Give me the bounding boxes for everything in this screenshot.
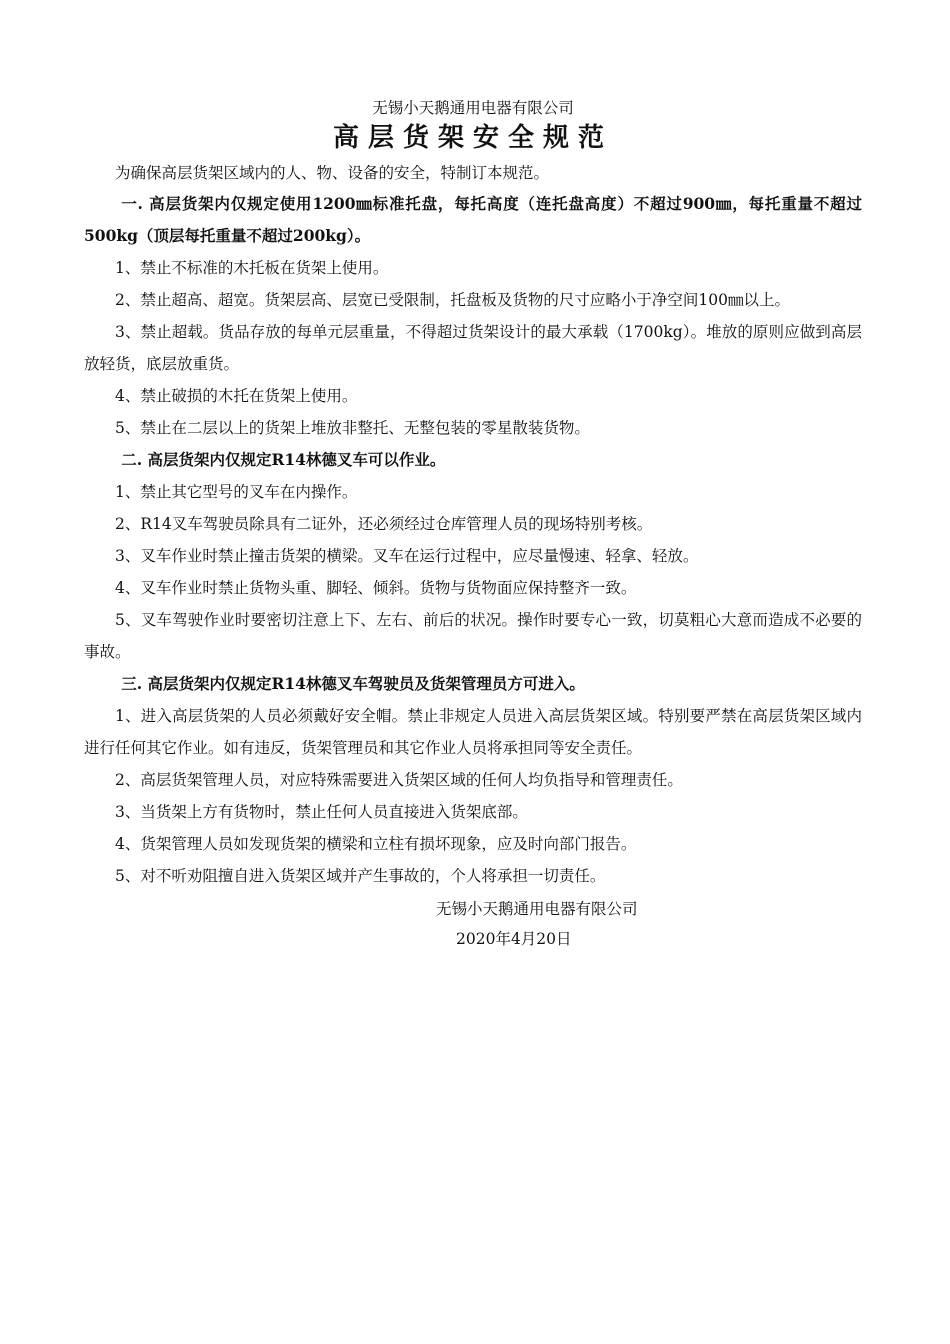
rule-item: 2、R14叉车驾驶员除具有二证外，还必须经过仓库管理人员的现场特别考核。 [115,515,653,533]
rule-item: 3、当货架上方有货物时，禁止任何人员直接进入货架底部。 [115,803,528,821]
rule-item: 4、货架管理人员如发现货架的横梁和立柱有损坏现象，应及时向部门报告。 [115,835,637,853]
rule-item: 3、禁止超载。货品存放的每单元层重量，不得超过货架设计的最大承载（1700kg）。堆放的原则应做到高层放轻货，底层放重货。 [84,323,862,373]
signature-date: 2020年4月20日 [456,930,572,948]
rule-item: 4、叉车作业时禁止货物头重、脚轻、倾斜。货物与货物面应保持整齐一致。 [115,579,637,597]
rule-item: 1、禁止不标准的木托板在货架上使用。 [115,259,389,277]
section-1 [84,188,862,444]
section-heading: 二. 高层货架内仅规定R14林德叉车可以作业。 [121,450,446,469]
company-name-header: 无锡小天鹅通用电器有限公司 [372,99,574,117]
rule-item: 3、叉车作业时禁止撞击货架的横梁。叉车在运行过程中，应尽量慢速、轻拿、轻放。 [115,547,699,565]
rule-item: 2、高层货架管理人员，对应特殊需要进入货架区域的任何人均负指导和管理责任。 [115,771,683,789]
rule-item: 5、对不听劝阻擅自进入货架区域并产生事故的，个人将承担一切责任。 [115,867,606,885]
section-heading: 三. 高层货架内仅规定R14林德叉车驾驶员及货架管理员方可进入。 [121,674,585,693]
document-page [84,96,862,954]
rule-item: 5、叉车驾驶作业时要密切注意上下、左右、前后的状况。操作时要专心一致，切莫粗心大意而造成不必要的事故。 [84,611,862,661]
section-heading: 一. 高层货架内仅规定使用1200㎜标准托盘，每托高度（连托盘高度）不超过900㎜，每托重量不超过500kg（顶层每托重量不超过200kg）。 [84,194,862,245]
section-3 [84,668,862,892]
signature-block [84,894,862,954]
rule-item: 4、禁止破损的木托在货架上使用。 [115,387,358,405]
rule-item: 5、禁止在二层以上的货架上堆放非整托、无整包装的零星散装货物。 [115,419,590,437]
rule-item: 1、进入高层货架的人员必须戴好安全帽。禁止非规定人员进入高层货架区域。特别要严禁在高层货架区域内进行任何其它作业。如有违反，货架管理员和其它作业人员将承担同等安全责任。 [84,707,862,757]
section-2 [84,444,862,668]
signature-company: 无锡小天鹅通用电器有限公司 [436,900,638,918]
rule-item: 1、禁止其它型号的叉车在内操作。 [115,483,358,501]
document-title: 高层货架安全规范 [332,123,613,153]
rule-item: 2、禁止超高、超宽。货架层高、层宽已受限制，托盘板及货物的尺寸应略小于净空间100㎜以上。 [115,291,790,309]
intro-paragraph: 为确保高层货架区域内的人、物、设备的安全，特制订本规范。 [115,164,550,182]
